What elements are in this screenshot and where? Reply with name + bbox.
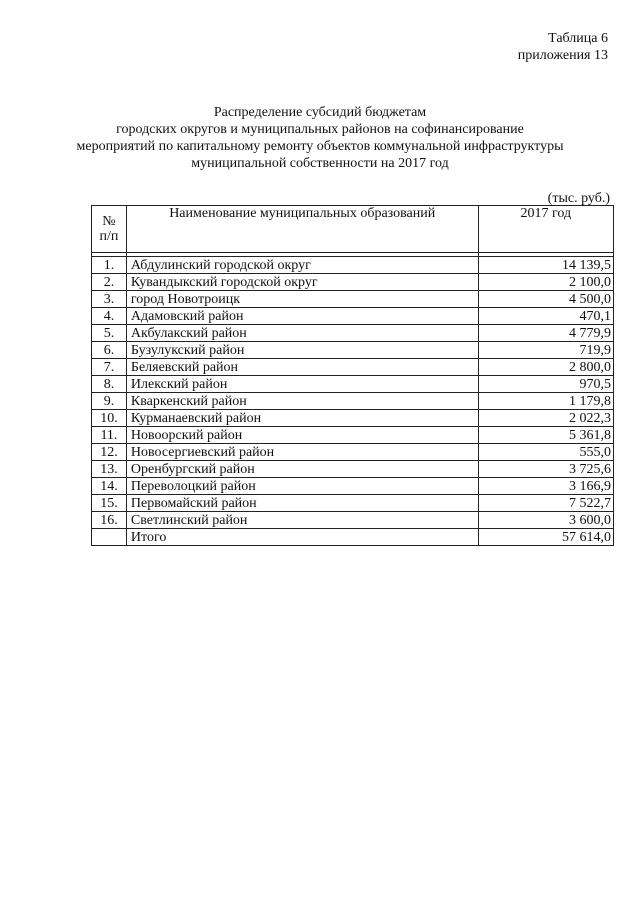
table-row xyxy=(92,512,614,529)
row-name-cell: Первомайский район xyxy=(126,495,478,512)
column-header-name: Наименование муниципальных образований xyxy=(126,206,478,253)
total-label-cell: Итого xyxy=(126,529,478,546)
row-name-cell: Оренбургский район xyxy=(126,461,478,478)
row-number-cell: 6. xyxy=(92,342,127,359)
row-number-cell: 1. xyxy=(92,257,127,274)
table-number: Таблица 6 xyxy=(548,31,608,46)
row-value-cell: 2 100,0 xyxy=(478,274,613,291)
column-header-year: 2017 год xyxy=(478,206,613,253)
row-name-cell: Новосергиевский район xyxy=(126,444,478,461)
table-row xyxy=(92,495,614,512)
row-name-cell: Абдулинский городской округ xyxy=(126,257,478,274)
row-number-cell: 3. xyxy=(92,291,127,308)
row-value-cell: 470,1 xyxy=(478,308,613,325)
row-number-cell: 7. xyxy=(92,359,127,376)
row-number-cell: 10. xyxy=(92,410,127,427)
table-row xyxy=(92,359,614,376)
table-row xyxy=(92,478,614,495)
table-body xyxy=(92,253,614,546)
row-number-cell: 13. xyxy=(92,461,127,478)
row-name-cell: город Новотроицк xyxy=(126,291,478,308)
table-row xyxy=(92,325,614,342)
row-number-cell: 11. xyxy=(92,427,127,444)
table-reference xyxy=(518,30,608,64)
row-value-cell: 5 361,8 xyxy=(478,427,613,444)
table-row xyxy=(92,376,614,393)
row-value-cell: 2 800,0 xyxy=(478,359,613,376)
row-name-cell: Кваркенский район xyxy=(126,393,478,410)
row-value-cell: 2 022,3 xyxy=(478,410,613,427)
row-number-cell: 2. xyxy=(92,274,127,291)
table-row xyxy=(92,308,614,325)
row-value-cell: 719,9 xyxy=(478,342,613,359)
row-name-cell: Кувандыкский городской округ xyxy=(126,274,478,291)
row-value-cell: 3 600,0 xyxy=(478,512,613,529)
row-name-cell: Илекский район xyxy=(126,376,478,393)
table-row xyxy=(92,257,614,274)
column-header-number-line2: п/п xyxy=(99,229,119,244)
table-row xyxy=(92,444,614,461)
row-value-cell: 970,5 xyxy=(478,376,613,393)
total-number-cell xyxy=(92,529,127,546)
row-value-cell: 1 179,8 xyxy=(478,393,613,410)
row-number-cell: 16. xyxy=(92,512,127,529)
total-value-cell: 57 614,0 xyxy=(478,529,613,546)
title-line: Распределение субсидий бюджетам xyxy=(213,105,427,120)
row-name-cell: Акбулакский район xyxy=(126,325,478,342)
row-number-cell: 4. xyxy=(92,308,127,325)
row-number-cell: 14. xyxy=(92,478,127,495)
row-name-cell: Бузулукский район xyxy=(126,342,478,359)
row-number-cell: 12. xyxy=(92,444,127,461)
row-value-cell: 7 522,7 xyxy=(478,495,613,512)
row-name-cell: Светлинский район xyxy=(126,512,478,529)
row-number-cell: 8. xyxy=(92,376,127,393)
column-header-number xyxy=(92,206,127,253)
row-value-cell: 555,0 xyxy=(478,444,613,461)
subsidy-table xyxy=(91,205,614,546)
row-number-cell: 9. xyxy=(92,393,127,410)
table-row xyxy=(92,410,614,427)
column-header-number-line1: № xyxy=(102,214,116,229)
row-value-cell: 4 779,9 xyxy=(478,325,613,342)
row-name-cell: Новоорский район xyxy=(126,427,478,444)
table-row xyxy=(92,461,614,478)
appendix-number: приложения 13 xyxy=(517,48,608,63)
title-line: городских округов и муниципальных районов на софинансирование xyxy=(116,122,524,137)
row-name-cell: Беляевский район xyxy=(126,359,478,376)
table-row xyxy=(92,393,614,410)
total-row xyxy=(92,529,614,546)
table-row xyxy=(92,274,614,291)
title-line: мероприятий по капитальному ремонту объектов коммунальной инфраструктуры xyxy=(76,139,564,154)
table-header-row xyxy=(92,206,614,253)
title-line: муниципальной собственности на 2017 год xyxy=(191,156,449,171)
row-value-cell: 4 500,0 xyxy=(478,291,613,308)
row-value-cell: 3 166,9 xyxy=(478,478,613,495)
row-number-cell: 5. xyxy=(92,325,127,342)
row-value-cell: 3 725,6 xyxy=(478,461,613,478)
table-row xyxy=(92,342,614,359)
units-label: (тыс. руб.) xyxy=(547,191,610,206)
table-row xyxy=(92,291,614,308)
row-name-cell: Курманаевский район xyxy=(126,410,478,427)
document-title xyxy=(40,104,600,172)
row-number-cell: 15. xyxy=(92,495,127,512)
row-name-cell: Переволоцкий район xyxy=(126,478,478,495)
row-name-cell: Адамовский район xyxy=(126,308,478,325)
row-value-cell: 14 139,5 xyxy=(478,257,613,274)
table-row xyxy=(92,427,614,444)
